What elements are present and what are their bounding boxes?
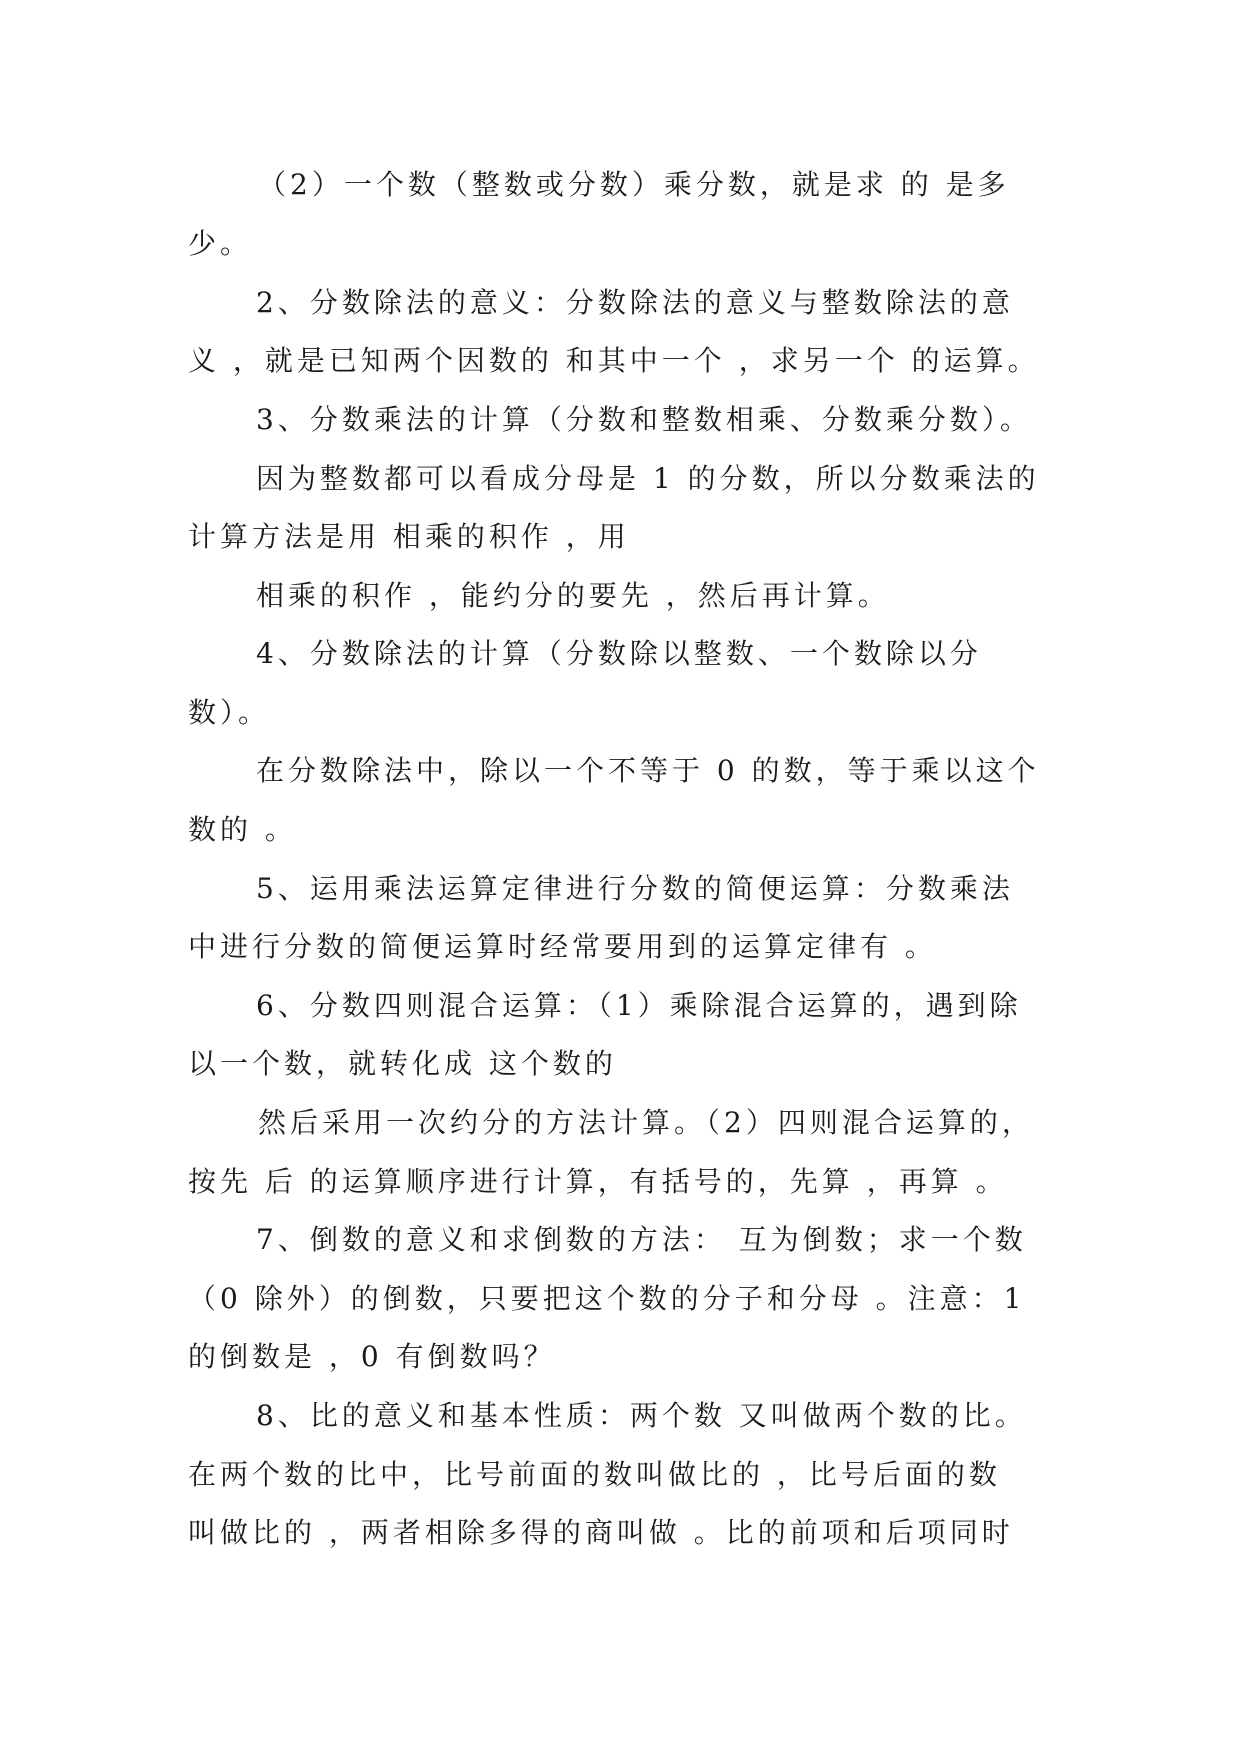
- text-line: 2、分数除法的意义：分数除法的意义与整数除法的意: [256, 286, 1014, 319]
- text-line: 5、运用乘法运算定律进行分数的简便运算：分数乘法: [256, 872, 1014, 905]
- text-line: 叫做比的 ，两者相除多得的商叫做 。比的前项和后项同时: [188, 1516, 1014, 1549]
- text-line: 在两个数的比中，比号前面的数叫做比的 ，比号后面的数: [188, 1458, 1001, 1491]
- text-line: 4、分数除法的计算（分数除以整数、一个数除以分: [256, 637, 982, 670]
- text-line: 计算方法是用 相乘的积作 ，用: [188, 520, 630, 553]
- text-line: 义 ，就是已知两个因数的 和其中一个 ，求另一个 的运算。: [188, 344, 1040, 377]
- text-line: 数的 。: [188, 813, 297, 846]
- text-line: 在分数除法中，除以一个不等于 0 的数，等于乘以这个: [256, 754, 1040, 787]
- text-line: 中进行分数的简便运算时经常要用到的运算定律有 。: [188, 930, 937, 963]
- text-line: 7、倒数的意义和求倒数的方法： 互为倒数；求一个数: [256, 1223, 1027, 1256]
- text-line: 的倒数是 ，0 有倒数吗？: [188, 1340, 556, 1373]
- text-line: （0 除外）的倒数，只要把这个数的分子和分母 。注意：1: [188, 1282, 1026, 1315]
- text-line: 3、分数乘法的计算（分数和整数相乘、分数乘分数）。: [256, 403, 1032, 436]
- text-line: 然后采用一次约分的方法计算。（2）四则混合运算的，: [258, 1106, 1034, 1139]
- text-line: （2）一个数（整数或分数）乘分数，就是求 的 是多: [258, 168, 1010, 201]
- text-line: 6、分数四则混合运算：（1）乘除混合运算的，遇到除: [256, 989, 1022, 1022]
- text-line: 相乘的积作 ，能约分的要先 ，然后再计算。: [256, 579, 890, 612]
- text-line: 按先 后 的运算顺序进行计算，有括号的，先算 ，再算 。: [188, 1165, 1008, 1198]
- text-line: 8、比的意义和基本性质：两个数 又叫做两个数的比。: [256, 1399, 1027, 1432]
- text-line: 以一个数，就转化成 这个数的: [188, 1047, 617, 1080]
- text-line: 因为整数都可以看成分母是 1 的分数，所以分数乘法的: [256, 462, 1040, 495]
- text-line: 少。: [188, 227, 253, 260]
- text-line: 数）。: [188, 696, 271, 729]
